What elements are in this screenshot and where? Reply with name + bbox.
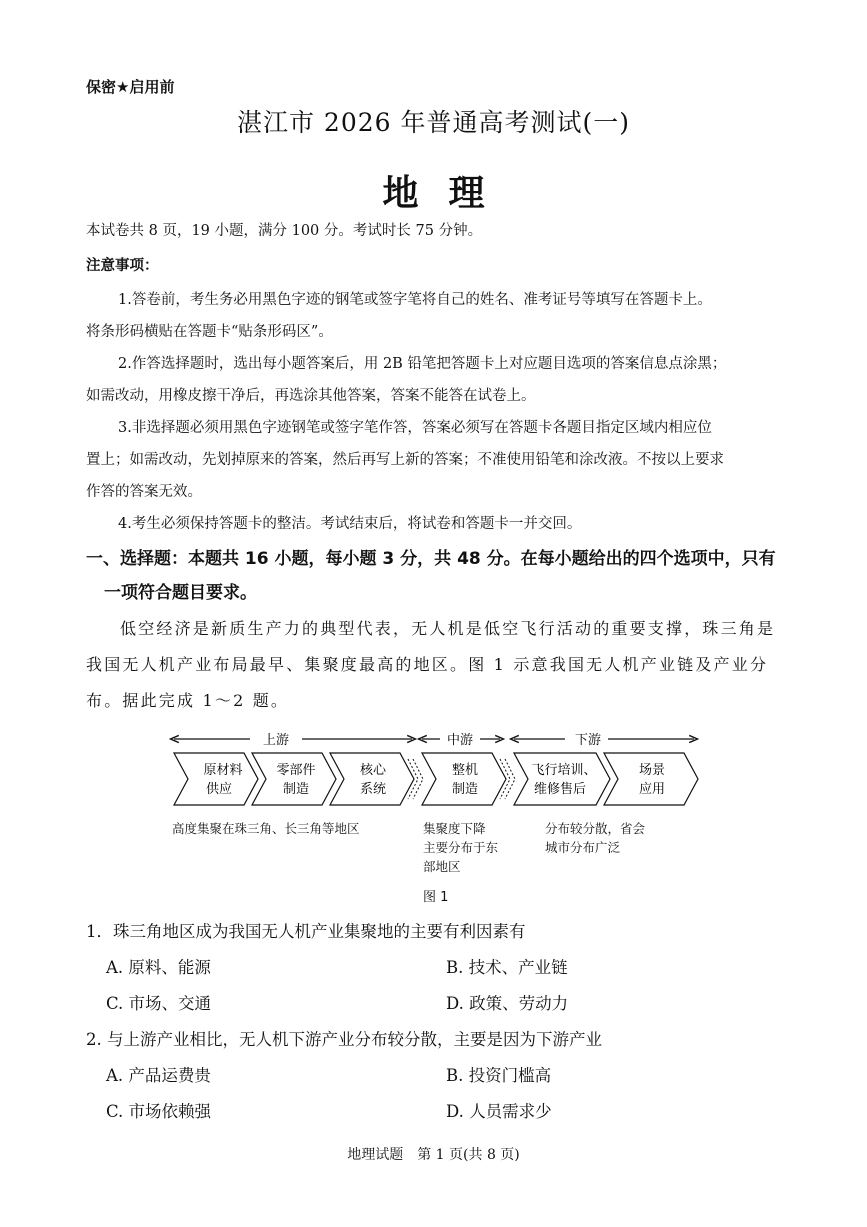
box-label-components-2: 制造	[282, 782, 310, 797]
stage-label-upstream: 上游	[262, 733, 290, 748]
question-2-stem: 2. 与上游产业相比，无人机下游产业分布较分散，主要是因为下游产业	[86, 1030, 602, 1049]
figure-caption: 图 1	[423, 890, 449, 905]
question-1-stem: 1．珠三角地区成为我国无人机产业集聚地的主要有利因素有	[86, 922, 526, 941]
box-label-applications-2: 应用	[638, 782, 666, 797]
exam-info-line: 本试卷共 8 页，19 小题，满分 100 分。考试时长 75 分钟。	[86, 223, 483, 239]
question-1-option-a: A. 原料、能源	[106, 958, 211, 977]
notice-line-1: 1.答卷前，考生务必用黑色字迹的钢笔或签字笔将自己的姓名、准考证号等填写在答题卡上。	[118, 292, 712, 308]
intro-line-2: 我国无人机产业布局最早、集聚度最高的地区。图 1 示意我国无人机产业链及产业分	[86, 655, 769, 674]
note-midstream-2: 主要分布于东	[423, 840, 499, 855]
chain-box-components	[252, 753, 336, 805]
chain-box-applications	[604, 753, 698, 805]
box-label-training-1: 飞行培训、	[531, 763, 597, 778]
section-title-line-2: 一项符合题目要求。	[104, 583, 257, 603]
chain-box-assembly	[422, 753, 506, 805]
box-label-core-1: 核心	[359, 763, 387, 778]
note-downstream-2: 城市分布广泛	[545, 840, 621, 855]
box-label-raw-materials-2: 供应	[205, 782, 233, 797]
box-label-core-2: 系统	[359, 782, 387, 797]
stage-label-midstream: 中游	[446, 733, 474, 748]
notice-line-4: 如需改动，用橡皮擦干净后，再选涂其他答案，答案不能答在试卷上。	[86, 388, 536, 404]
subject-title: 地理	[382, 173, 515, 214]
note-upstream: 高度集聚在珠三角、长三角等地区	[172, 821, 360, 836]
intro-line-1: 低空经济是新质生产力的典型代表，无人机是低空飞行活动的重要支撑，珠三角是	[120, 619, 776, 638]
note-midstream-3: 部地区	[423, 859, 461, 874]
note-midstream-1: 集聚度下降	[423, 821, 486, 836]
section-title-line-1: 一、选择题：本题共 16 小题，每小题 3 分，共 48 分。在每小题给出的四个选项中，只有	[86, 549, 776, 569]
question-1-option-b: B. 技术、产业链	[446, 958, 568, 977]
notice-line-5: 3.非选择题必须用黑色字迹钢笔或签字笔作答，答案必须写在答题卡各题目指定区域内相应位	[118, 420, 712, 436]
page-footer: 地理试题 第 1 页(共 8 页)	[347, 1147, 520, 1163]
box-label-assembly-1: 整机	[451, 763, 479, 778]
note-downstream-1: 分布较分散，省会	[545, 821, 646, 836]
notice-line-7: 作答的答案无效。	[86, 484, 202, 500]
question-2-option-b: B. 投资门槛高	[446, 1066, 552, 1085]
notice-line-6: 置上；如需改动，先划掉原来的答案，然后再写上新的答案；不准使用铅笔和涂改液。不按以上要求	[86, 452, 724, 468]
stage-label-downstream: 下游	[574, 733, 602, 748]
chain-box-raw-materials	[174, 753, 258, 805]
question-1-option-c: C. 市场、交通	[106, 994, 212, 1013]
confidential-mark: 保密★启用前	[86, 78, 175, 96]
box-label-assembly-2: 制造	[451, 782, 479, 797]
question-2-option-d: D. 人员需求少	[446, 1102, 552, 1121]
box-label-applications-1: 场景	[638, 763, 666, 778]
box-label-raw-materials-1: 原材料	[203, 763, 243, 778]
box-label-components-1: 零部件	[276, 763, 316, 778]
industry-chain-diagram	[160, 725, 720, 825]
notice-title: 注意事项：	[86, 258, 159, 274]
chain-box-core-systems	[330, 753, 414, 805]
notice-line-3: 2.作答选择题时，选出每小题答案后，用 2B 铅笔把答题卡上对应题目选项的答案信息点涂黑；	[118, 356, 727, 372]
notice-line-2: 将条形码横贴在答题卡“贴条形码区”。	[86, 324, 333, 340]
box-label-training-2: 维修售后	[533, 782, 587, 797]
chain-box-training	[514, 753, 610, 805]
intro-line-3: 布。据此完成 1～2 题。	[86, 691, 290, 710]
question-1-option-d: D. 政策、劳动力	[446, 994, 569, 1013]
question-2-option-a: A. 产品运费贵	[106, 1066, 211, 1085]
exam-title: 湛江市 2026 年普通高考测试(一)	[236, 108, 631, 137]
question-2-option-c: C. 市场依赖强	[106, 1102, 212, 1121]
notice-line-8: 4.考生必须保持答题卡的整洁。考试结束后，将试卷和答题卡一并交回。	[118, 516, 582, 532]
